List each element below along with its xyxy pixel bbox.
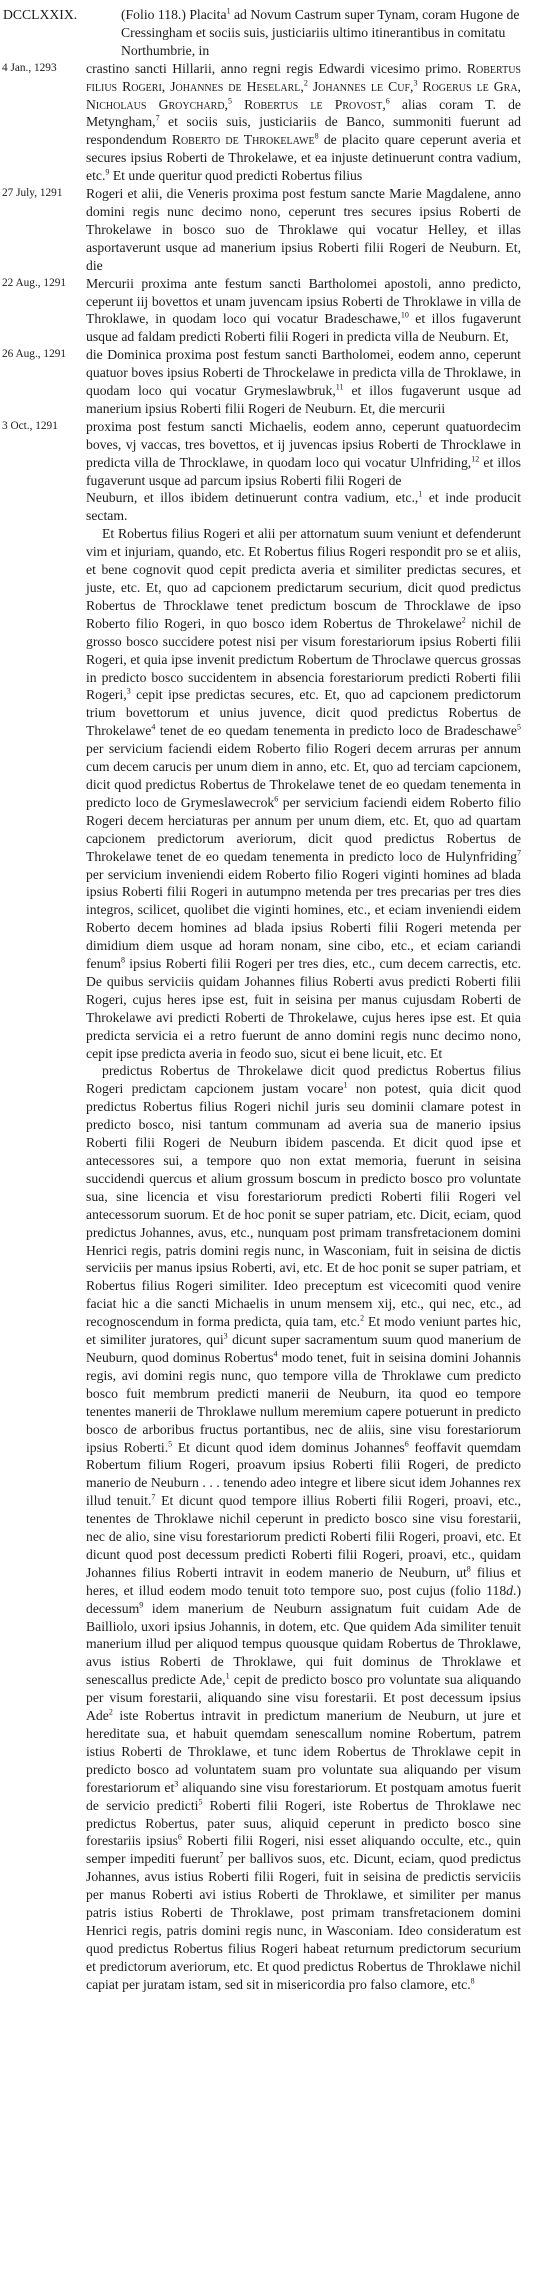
margin-date: 27 July, 1291 (2, 187, 63, 200)
paragraph: Neuburn, et illos ibidem detinuerunt contra vadium, etc.,$^1$ et inde producit sectam. (86, 489, 521, 524)
entry-text: Mercurii proxima ante festum sancti Bartholomei apostoli, anno predicto, ceperunt iij bovettos et unam juvencam ipsius Roberti de Throklawe in villa de Throklawe, in quodam loco qui vocatur Bradeschawe,$^{10}$ et illos fugaverunt usque ad faldam predicti Roberti filii Rogeri in predicta villa de Neuburn. Et, (86, 275, 521, 345)
dated-entry (0, 418, 521, 490)
margin-date: 26 Aug., 1291 (2, 348, 67, 361)
entry-text: proxima post festum sancti Michaelis, eodem anno, ceperunt quatuordecim boves, vj vaccas, tres bovettos, et ij juvencas ipsius Roberti de Throcklawe in predicta villa de Throcklawe, in quodam loco qui vocatur Ulnfriding,$^{12}$ et illos fugaverunt usque ad parcum ipsius Roberti filii Rogeri de (86, 418, 521, 488)
paragraph: Et Robertus filius Rogeri et alii per attornatum suum veniunt et defenderunt vim et injuriam, quando, etc. Et Robertus filius Rogeri respondit pro se et aliis, et bene cognovit quod cepit predicta averia et similiter predictas secures, et juste, etc. Et, quo ad capcionem predictarum securium, dicit quod predictus Robertus de Throcklawe tenet predictum boscum de Throcklawe de ipso Roberto filio Rogeri, in quo bosco idem Robertus de Throkelawe$^2$ nichil de grosso bosco succidere potest nisi per visum forestariorum ipsius Roberti filii Rogeri, et quia ipse invenit predictum Robertum de Throclawe quercus grossas in predicto bosco succidentem in absencia forestariorum predicti Roberti filii Rogeri,$^3$ cepit ipse predictas secures, etc. Et, quo ad capcionem predictorum trium bovettorum et unius juvence, dicit quod predictus Robertus de Throkelawe$^4$ tenet de eo quedam tenementa in predicto loco de Bradeschawe$^5$ per servicium faciendi eidem Roberto filio Rogeri decem arruras per annum cum decem carucis per unum diem in anno, etc. Et, quo ad terciam capcionem, dicit quod predictus Robertus de Throkelawe tenet de eo quedam tenementa in predicto loco de Grymeslawecrok$^6$ per servicium faciendi eidem Roberto filio Rogeri decem herciaturas per annum per unum diem, etc. Et, quo ad quartam capcionem predictorum averiorum, dicit quod predictus Robertus de Throkelawe tenet de eo quedam tenementa in predicto loco de Hulynfriding$^7$ per servicium inveniendi eidem Roberto filio Rogeri viginti homines ad blada ipsius Roberti filii Rogeri in autumpno metenda per tres precarias per tres dies integros, scilicet, quolibet die viginti homines, etc., et eciam inveniendi eidem Roberto decem homines ad blada ipsius Roberti filii Rogeri metenda per dimidium diem usque ad horam nonam, sine cibo, etc., et eciam cariandi fenum$^8$ ipsius Roberti filii Rogeri per tres dies, etc., cum decem carrectis, etc. De quibus serviciis quidam Johannes filius Roberti avus predicti Roberti filii Rogeri, cujus heres ipse est, fuit in seisina per manus cujusdam Roberti de Throkelawe avi predicti Roberti de Throkelawe, cujus heres ipse est. Et quia predicta servicia ei a retro fuerunt de anno domini regis nunc decimo nono, cepit ipse predicta averia in feodo suo, sicut ei bene licuit, etc. Et (86, 526, 521, 1061)
body-text (0, 489, 521, 1993)
dated-entries (0, 60, 521, 490)
entry-text: die Dominica proxima post festum sancti Bartholomei, eodem anno, ceperunt quatuor boves ipsius Roberti de Throckelawe in predicta villa de Throklawe, in quodam loco qui vocatur Grymeslawbruk,$^{11}$ et illos fugaverunt usque ad manerium ipsius Roberti filii Rogeri de Neuburn. Et, die mercurii (86, 347, 521, 416)
entry-text: Rogeri et alii, die Veneris proxima post festum sancte Marie Magdalene, anno domini regis nunc decimo nono, ceperunt tres secures ipsius Roberti de Throkelawe in bosco suo de Throklawe qui vocatur Helley, et illas asportaverunt usque ad manerium ipsius Roberti filii Rogeri de Neuburn. Et, die (86, 186, 521, 273)
folio-reference (121, 6, 521, 60)
charter-heading (0, 6, 521, 60)
dated-entry (0, 346, 521, 418)
opening-text: Placita$^1$ ad Novum Castrum super Tynam, coram Hugone de Cressingham et sociis suis, justiciariis ultimo itinerantibus in comitatu Northumbrie, in (121, 6, 520, 58)
entry-text: crastino sancti Hillarii, anno regni regis Edwardi vicesimo primo. Robertus filius Rogeri, Johannes de Heselarl,$^2$ Johannes le Cuf,$^3$ Rogerus le Gra, Nicholaus Groychard,$^5$ Robertus le Provost,$^6$ alias coram T. de Metyngham,$^7$ et sociis suis, justiciariis de Banco, summoniti fuerunt ad respondendum Roberto de Throkelawe$^8$ de placito quare ceperunt averia et secures ipsius Roberti de Throkelawe, et ea injuste detinuerunt contra vadium, etc.$^9$ Et unde queritur quod predicti Robertus filius (86, 60, 521, 184)
margin-date: 4 Jan., 1293 (2, 61, 57, 74)
margin-date: 22 Aug., 1291 (2, 276, 67, 289)
dated-entry (0, 185, 521, 275)
charter-number: DCCLXXIX. (3, 7, 78, 22)
dated-entry (0, 275, 521, 347)
folio-label: (Folio 118.) (121, 7, 186, 22)
dated-entry (0, 60, 521, 185)
paragraph: predictus Robertus de Throkelawe dicit quod predictus Robertus filius Rogeri predictam capcionem justam vocare$^1$ non potest, quia dicit quod predictus Robertus filius Rogeri nichil juris seu dominii clamare potest in predicto bosco, nisi tantum communam ad averia sua de manerio ipsius Roberti filii Rogeri de Neuburn ibidem pascenda. Et dicit quod ipse et antecessores sui, a tempore quo non extat memoria, fuerunt in seisina succidendi quercus et alium grossum boscum in predicto bosco pro voluntate sua, sine licencia et visu forestariorum predicti Roberti filii Rogeri vel antecessorum suorum. Et de hoc ponit se super patriam, etc. Dicit, eciam, quod predictus Johannes, avus, etc., nunquam post primam transfretacionem domini Henrici regis, patris domini regis nunc, in Wasconiam, fuit in seisina de dictis serviciis per manus ipsius Roberti, avi, etc. Et de hoc ponit se super patriam, et Robertus filius Rogeri similiter. Ideo preceptum est vicecomiti quod venire faciat hic a die sancti Michaelis in unum mensem xij, etc., qui nec, etc., ad recognoscendum in forma predicta, quia tam, etc.$^2$ Et modo veniunt partes hic, et similiter juratores, qui$^3$ dicunt super sacramentum suum quod manerium de Neuburn, quod dominus Robertus$^4$ modo tenet, fuit in seisina domini Johannis regis, avi domini regis nunc, quo tempore villa de Throklawe cum predicto bosco fuit membrum predicti manerii de Neuburn, ita quod eo tempore tenentes manerii de Throklawe nullum meremium capere potuerunt in predicto bosco de arboribus fructus portantibus, nec de aliis, sine visu forestariorum ipsius Roberti.$^5$ Et dicunt quod idem dominus Johannes$^6$ feoffavit quemdam Robertum filium Rogeri, proavum ipsius Roberti filii Rogeri, de predicto manerio de Neuburn . . . tenendo adeo integre et libere sicut idem Johannes rex illud tenuit.$^7$ Et dicunt quod tempore illius Roberti filii Rogeri, proavi, etc., tenentes de Throklawe nichil ceperunt in predicto bosco sine visu forestarii, nec de alio, sine visu forestariorum predicti Roberti filii Rogeri, proavi, etc. Et dicunt quod post decessum predicti Roberti filii Rogeri, proavi, etc., quidam Johannes filius Roberti intravit in eodem manerio de Neuburn, $ut^8$ filius et heres, et illud eodem modo tenuit toto tempore suo, post cujus (folio 118d.) decessum$^9$ idem manerium de Neuburn assignatum fuit cuidam Ade de Bailliolo, uxori ipsius Johannis, in dotem, etc. Que quidem Ada similiter tenuit manerium illud per aliquod tempus quousque quidam Robertus de Throklawe, avus istius Roberti de Throklawe, qui fuit dominus de Throklawe et senescallus predicte Ade,$^1$ cepit de predicto bosco pro voluntate sua aliquando per visum forestarii, aliquando sine visu forestarii. Et post decessum ipsius Ade$^2$ iste Robertus intravit in predictum manerium de Neuburn, ut jure et hereditate sua, et habuit quemdam senescallum nomine Robertum, patrem istius Roberti de Throklawe, et tunc idem Robertus de Throklawe cepit in predicto bosco ad voluntatem suam pro voluntate sua aliquando per visum forestariorum $et^3$ aliquando sine visu forestariorum. Et postquam amotus fuerit de servicio predicti$^5$ Roberti filii Rogeri, iste Robertus de Throklawe nec predictus Robertus, pater suus, aliquid ceperunt in predicto bosco sine forestariis ipsius$^6$ Roberti filii Rogeri, nisi esset aliquando occulte, etc., quin semper impediti fuerunt$^7$ per ballivos suos, etc. Dicunt, eciam, quod predictus Johannes, avus istius Roberti filii Rogeri, fuit in seisina de predictis serviciis per manus Roberti avi istius Roberti de Throklawe, et similiter per manus patris istius Roberti de Throklawe, post primam transfretacionem domini Henrici regis, patris domini regis nunc, in Wasconiam. Ideo consideratum est quod predictus Robertus filius Rogeri habeat returnum predictorum securium et predictorum averiorum, etc. Et quod predictus Robertus de Throklawe nichil capiat per juratam istam, sed sit in misericordia pro falso clamore, etc.$^8$ (86, 1063, 522, 1992)
margin-date: 3 Oct., 1291 (2, 419, 58, 432)
